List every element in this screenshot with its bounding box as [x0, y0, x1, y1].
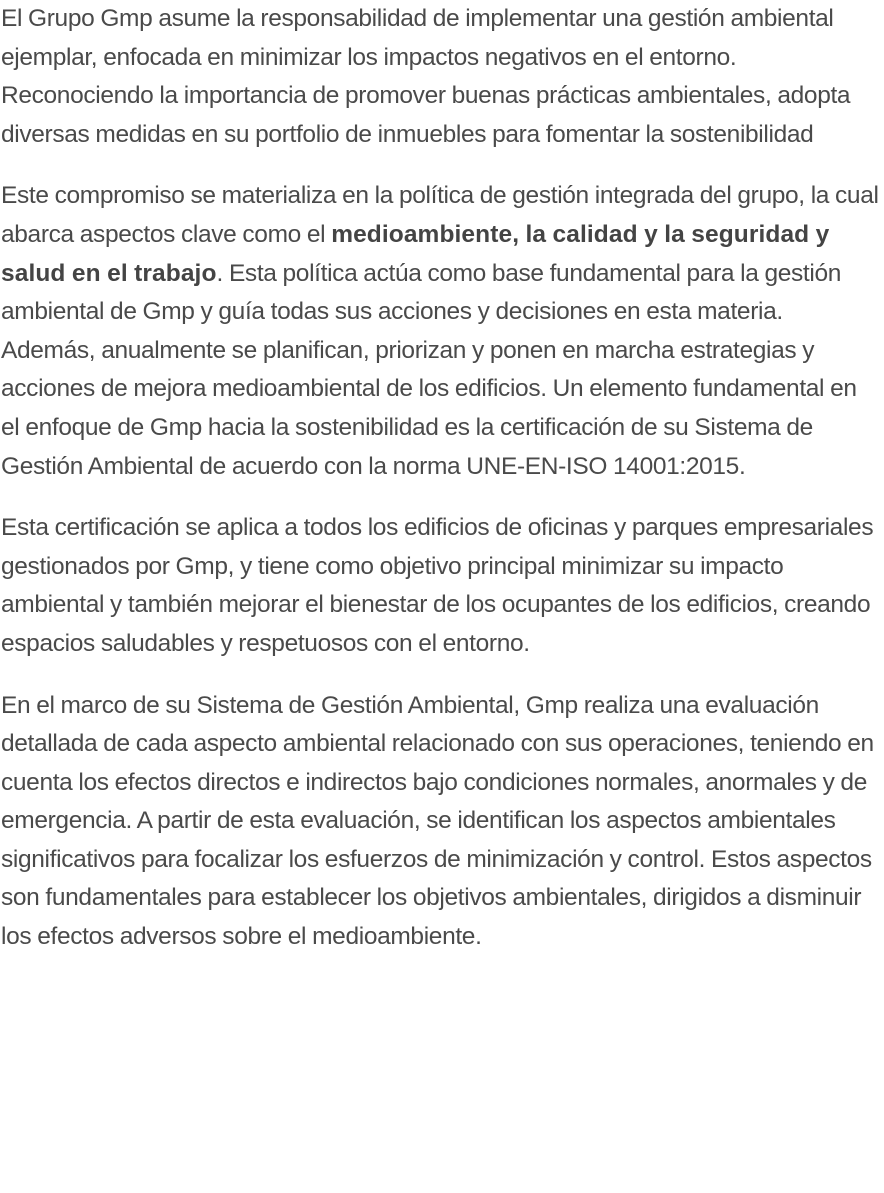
- commitment-highlight: medioambiente, la calidad y la seguridad y salud en el trabajo: [1, 220, 830, 287]
- paragraph-intro: El Grupo Gmp asume la responsabilidad de implementar una gestión ambiental ejemplar, enfocada en minimizar los impactos negativos en el entorno. Reconociendo la importancia de promover buenas prácticas ambientales, adopta diversas medidas en su portfolio de inmuebles para fomentar la sostenibilidad: [1, 5, 851, 148]
- paragraph-certification: Esta certificación se aplica a todos los edificios de oficinas y parques empresariales gestionados por Gmp, y tiene como objetivo principal minimizar su impacto ambiental y también mejorar el bienestar de los ocupantes de los edificios, creando espacios saludables y respetuosos con el entorno.: [1, 514, 874, 657]
- commitment-text-end: . Esta política actúa como base fundamental para la gestión ambiental de Gmp y guía todas sus acciones y decisiones en esta materia. Además, anualmente se planifican, priorizan y ponen en marcha estrategias y acciones de mejora medioambiental de los edificios. Un elemento fundamental en el enfoque de Gmp hacia la sostenibilidad es la certificación de su Sistema de Gestión Ambiental de acuerdo con la norma UNE-EN-ISO 14001:2015.: [1, 259, 857, 480]
- commitment-text-start: Este compromiso se materializa en la política de gestión integrada del grupo, la cual abarca aspectos clave como el: [1, 182, 879, 248]
- paragraph-environmental-system: En el marco de su Sistema de Gestión Ambiental, Gmp realiza una evaluación detallada de cada aspecto ambiental relacionado con sus operaciones, teniendo en cuenta los efectos directos e indirectos bajo condiciones normales, anormales y de emergencia. A partir de esta evaluación, se identifican los aspectos ambientales significativos para focalizar los esfuerzos de minimización y control. Estos aspectos son fundamentales para establecer los objetivos ambientales, dirigidos a disminuir los efectos adversos sobre el medioambiente.: [1, 691, 874, 951]
- paragraph-commitment: [1, 177, 880, 486]
